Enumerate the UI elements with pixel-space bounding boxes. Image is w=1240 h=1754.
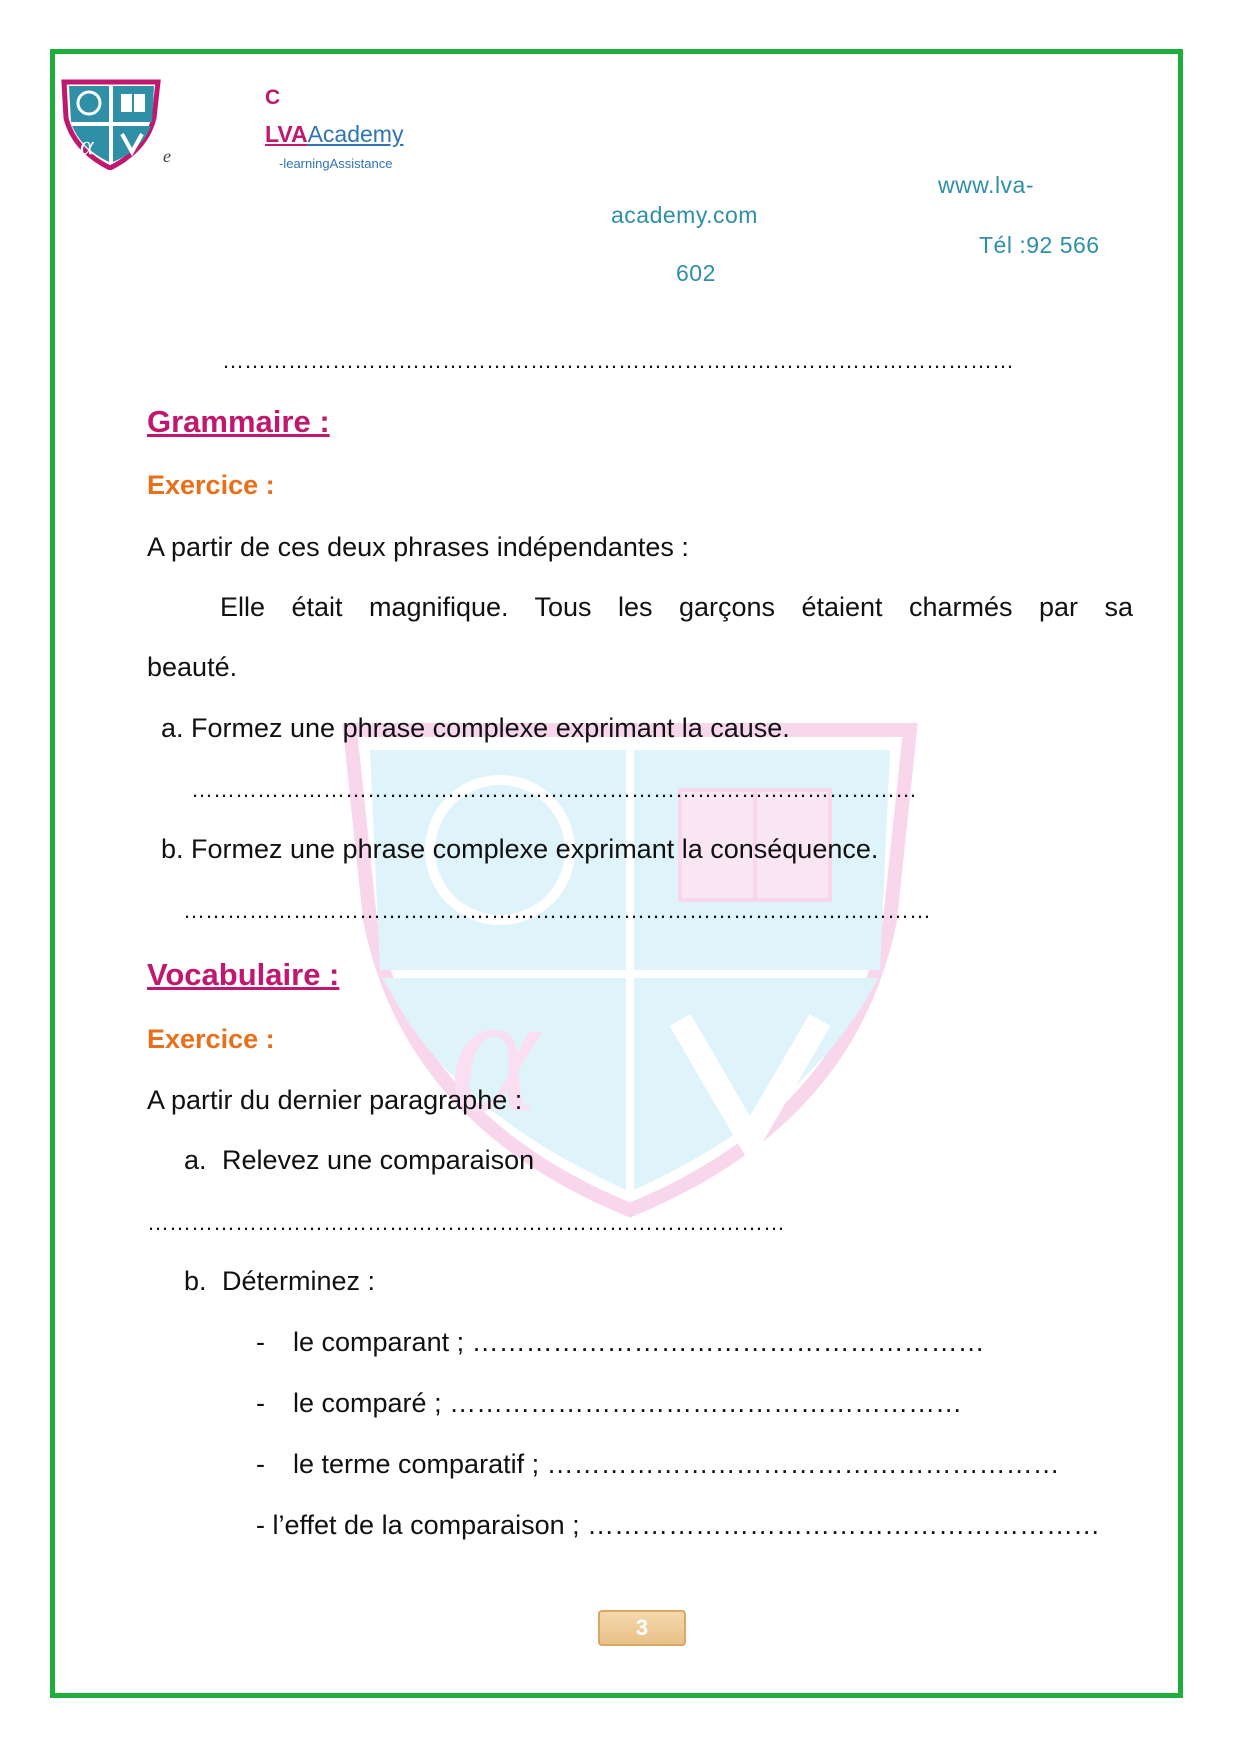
- brand-name: [265, 121, 403, 148]
- page-number-badge: 3: [598, 1610, 686, 1646]
- list-dash: -: [256, 1327, 265, 1357]
- svg-text:α: α: [80, 131, 94, 160]
- vocabulaire-question-b: Déterminez :: [222, 1266, 376, 1296]
- lva-logo: [58, 78, 164, 170]
- brand-c: C: [265, 86, 281, 109]
- phone-number: Tél :92 566: [979, 232, 1100, 258]
- grammaire-answer-line-a: ………………………………………………………………………………………: [191, 777, 917, 802]
- svg-text:α: α: [450, 959, 540, 1147]
- vocabulaire-intro: A partir du dernier paragraphe :: [147, 1085, 523, 1115]
- item-compare: le comparé ; …………………………………………………: [293, 1388, 963, 1418]
- grammaire-heading: Grammaire :: [147, 404, 330, 439]
- vocabulaire-heading: Vocabulaire :: [147, 957, 340, 992]
- item-comparant: le comparant ; …………………………………………………: [293, 1327, 985, 1357]
- vocabulaire-question-a: Relevez une comparaison: [222, 1145, 535, 1175]
- item-terme-comparatif: le terme comparatif ; …………………………………………………: [293, 1449, 1060, 1479]
- grammaire-sentence-line2: beauté.: [147, 652, 238, 682]
- grammaire-exercise-heading: Exercice :: [147, 470, 275, 500]
- grammaire-intro: A partir de ces deux phrases indépendantes :: [147, 532, 689, 562]
- vocabulaire-answer-line-a: ……………………………………………………………………………: [147, 1210, 785, 1235]
- brand-lva: LVA: [265, 121, 308, 147]
- vocabulaire-question-b-letter: b.: [184, 1266, 207, 1296]
- logo-e: e: [163, 146, 171, 166]
- vocabulaire-question-a-letter: a.: [184, 1145, 207, 1175]
- brand-tagline: -learningAssistance: [279, 156, 393, 171]
- grammaire-question-b: Formez une phrase complexe exprimant la conséquence.: [191, 834, 879, 864]
- list-dash: -: [256, 1449, 265, 1479]
- website-part1[interactable]: www.lva-: [938, 172, 1035, 198]
- item-effet-comparaison: - l’effet de la comparaison ; …………………………………………………: [256, 1510, 1101, 1540]
- grammaire-sentence-line1: Elle était magnifique. Tous les garçons étaient charmés par sa: [220, 592, 1133, 622]
- brand-academy: Academy: [307, 121, 404, 147]
- grammaire-question-a: a. Formez une phrase complexe exprimant la cause.: [161, 713, 790, 743]
- grammaire-answer-line-b: …………………………………………………………………………………………: [183, 898, 931, 923]
- answer-line: ………………………………………………………………………………………………: [222, 348, 1014, 373]
- website-part2[interactable]: academy.com: [611, 202, 758, 228]
- vocabulaire-exercise-heading: Exercice :: [147, 1024, 275, 1054]
- phone-number-cont: 602: [676, 260, 716, 286]
- list-dash: -: [256, 1388, 265, 1418]
- grammaire-question-b-letter: b.: [161, 834, 184, 864]
